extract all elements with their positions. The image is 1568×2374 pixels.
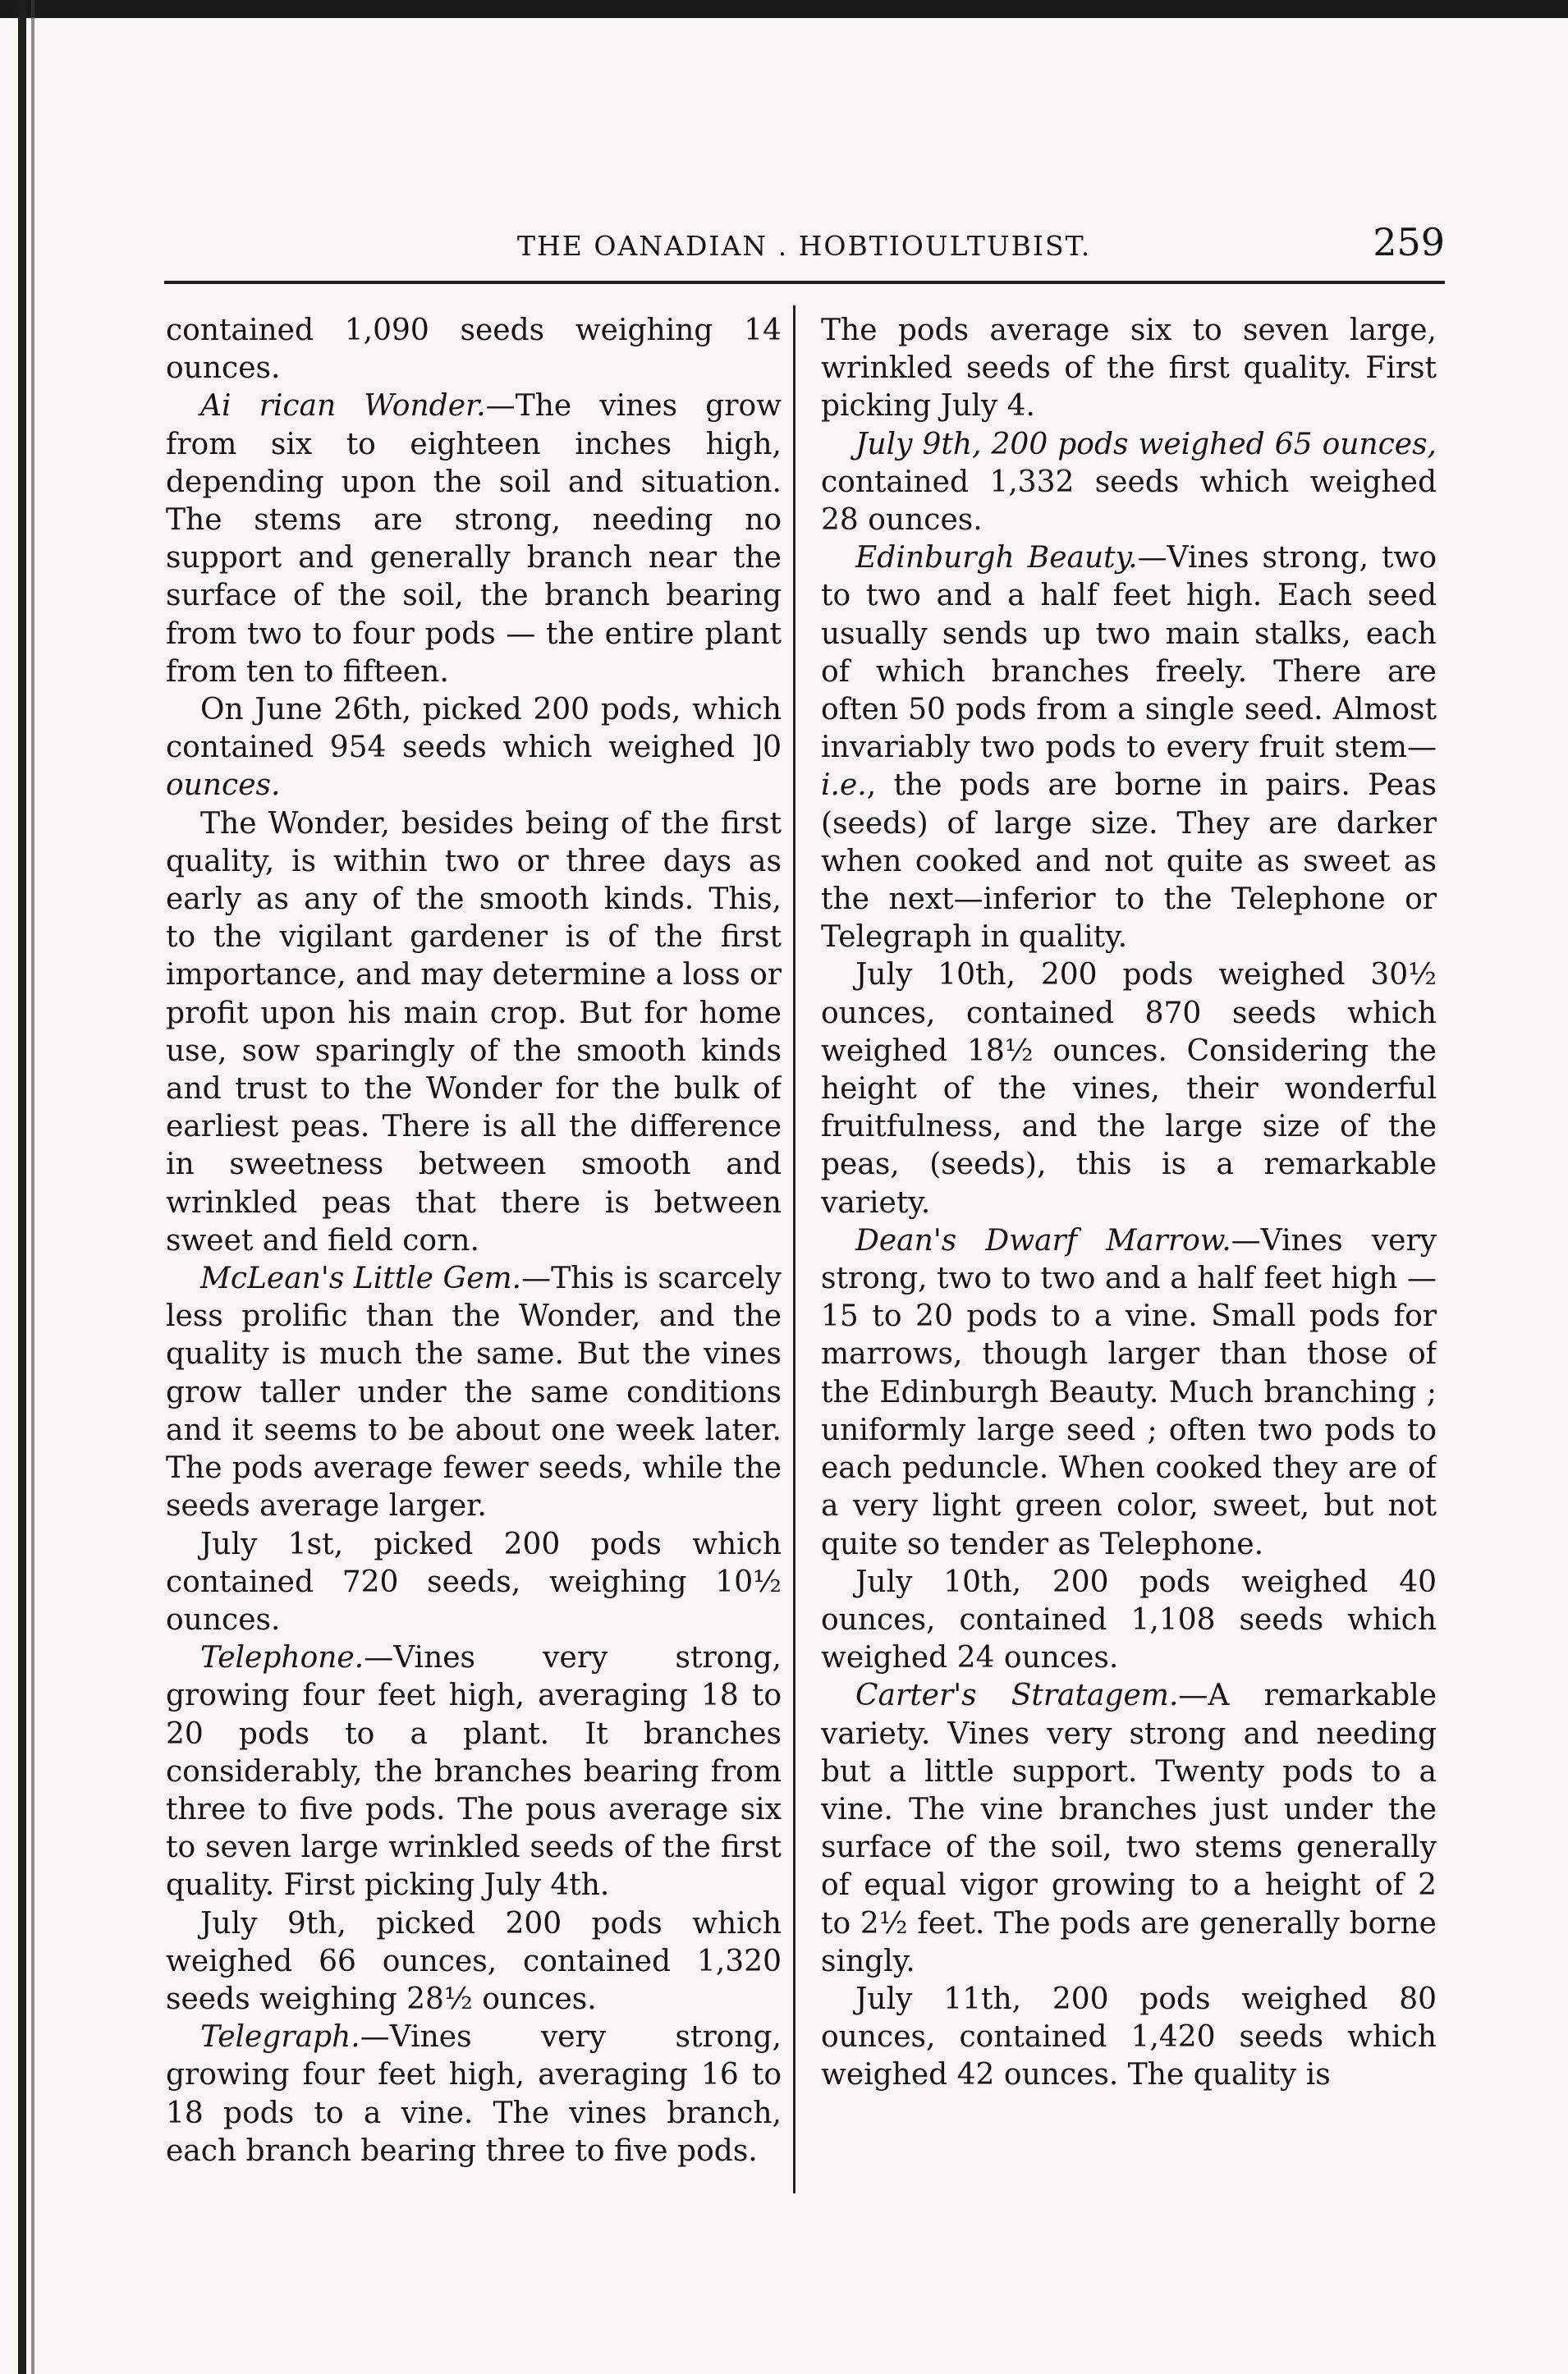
variety-name: McLean's Little Gem. (200, 1262, 522, 1296)
paragraph: Telephone.—Vines very strong, growing four feet high, averaging 18 to 20 pods to a plant. It branches considerably, the branches bearing from three to five pods. The pous average six to seven large wrinkled seeds of the first quality. First picking July 4th. (166, 1641, 782, 1903)
left-column (166, 312, 782, 2200)
scan-border-top (0, 0, 1568, 18)
variety-name: Edinburgh Beauty. (855, 541, 1138, 575)
paragraph: July 9th, 200 pods weighed 65 ounces, contained 1,332 seeds which weighed 28 ounces. (821, 427, 1437, 538)
paragraph: On June 26th, picked 200 pods, which contained 954 seeds which weighed ]0 ounces. (166, 693, 782, 803)
paragraph: Edinburgh Beauty.—Vines strong, two to two and a half feet high. Each seed usually sends up two main stalks, each of which branches freely. There are often 50 pods from a single seed. Almost invariably two pods to every fruit stem—i.e., the pods are borne in pairs. Peas (seeds) of large size. They are darker when cooked and not quite as sweet as the next—inferior to the Telephone or Telegraph in quality. (821, 541, 1437, 955)
variety-name: Dean's Dwarf Marrow. (855, 1223, 1231, 1258)
scan-border-left (18, 0, 26, 2374)
paragraph: The Wonder, besides being of the first quality, is within two or three days as early as any of the smooth kinds. This, to the vigilant gardener is of the first importance, and may determine a loss or profit upon his main crop. But for home use, sow sparingly of the smooth kinds and trust to the Wonder for the bulk of earliest peas. There is all the difference in sweetness between smooth and wrinkled peas that there is between sweet and field corn. (166, 806, 782, 1258)
paragraph: July 9th, picked 200 pods which weighed 66 ounces, contained 1,320 seeds weighing 28½ ounces. (166, 1906, 782, 2016)
paragraph: contained 1,090 seeds weighing 14 ounces. (166, 314, 782, 386)
paragraph: Telegraph.—Vines very strong, growing four feet high, averaging 16 to 18 pods to a vine. The vines branch, each branch bearing three to five pods. (166, 2020, 782, 2168)
variety-name: Telephone. (200, 1641, 364, 1675)
variety-name: Ai rican Wonder. (200, 389, 486, 424)
paragraph: McLean's Little Gem.—This is scarcely less prolific than the Wonder, and the quality is much the same. But the vines grow taller under the same conditions and it seems to be about one week later. The pods average fewer seeds, while the seeds average larger. (166, 1262, 782, 1524)
column-divider (793, 305, 795, 2193)
variety-name: Telegraph. (200, 2020, 360, 2055)
paragraph: July 10th, 200 pods weighed 40 ounces, contained 1,108 seeds which weighed 24 ounces. (821, 1565, 1437, 1675)
paragraph: Dean's Dwarf Marrow.—Vines very strong, two to two and a half feet high —15 to 20 pods to a vine. Small pods for marrows, though larger than those of the Edinburgh Beauty. Much branching ; uniformly large seed ; often two pods to each peduncle. When cooked they are of a very light green color, sweet, but not quite so tender as Telephone. (821, 1223, 1437, 1561)
page-number: 259 (1373, 220, 1445, 264)
right-column (821, 312, 1437, 2200)
journal-title: THE OANADIAN . HOBTIOULTUBIST. (517, 230, 1092, 262)
paragraph: July 11th, 200 pods weighed 80 ounces, contained 1,420 seeds which weighed 42 ounces. The quality is (821, 1982, 1437, 2092)
paragraph: July 10th, 200 pods weighed 30½ ounces, contained 870 seeds which weighed 18½ ounces. Considering the height of the vines, their wonderful fruitfulness, and the large size of the peas, (seeds), this is a remarkable variety. (821, 958, 1437, 1220)
paragraph: Ai rican Wonder.—The vines grow from six to eighteen inches high, depending upon the soil and situation. The stems are strong, needing no support and generally branch near the surface of the soil, the branch bearing from two to four pods — the entire plant from ten to fifteen. (166, 389, 782, 689)
variety-name: Carter's Stratagem. (855, 1679, 1179, 1713)
scan-border-left-shadow (31, 0, 34, 2374)
paragraph: July 1st, picked 200 pods which contained 720 seeds, weighing 10½ ounces. (166, 1527, 782, 1637)
paragraph: Carter's Stratagem.—A remarkable variety. Vines very strong and needing but a little support. Twenty pods to a vine. The vine branches just under the surface of the soil, two stems generally of equal vigor growing to a height of 2 to 2½ feet. The pods are generally borne singly. (821, 1679, 1437, 1978)
running-header (164, 220, 1445, 269)
paragraph: The pods average six to seven large, wrinkled seeds of the first quality. First picking July 4. (821, 314, 1437, 424)
header-rule (164, 281, 1445, 284)
